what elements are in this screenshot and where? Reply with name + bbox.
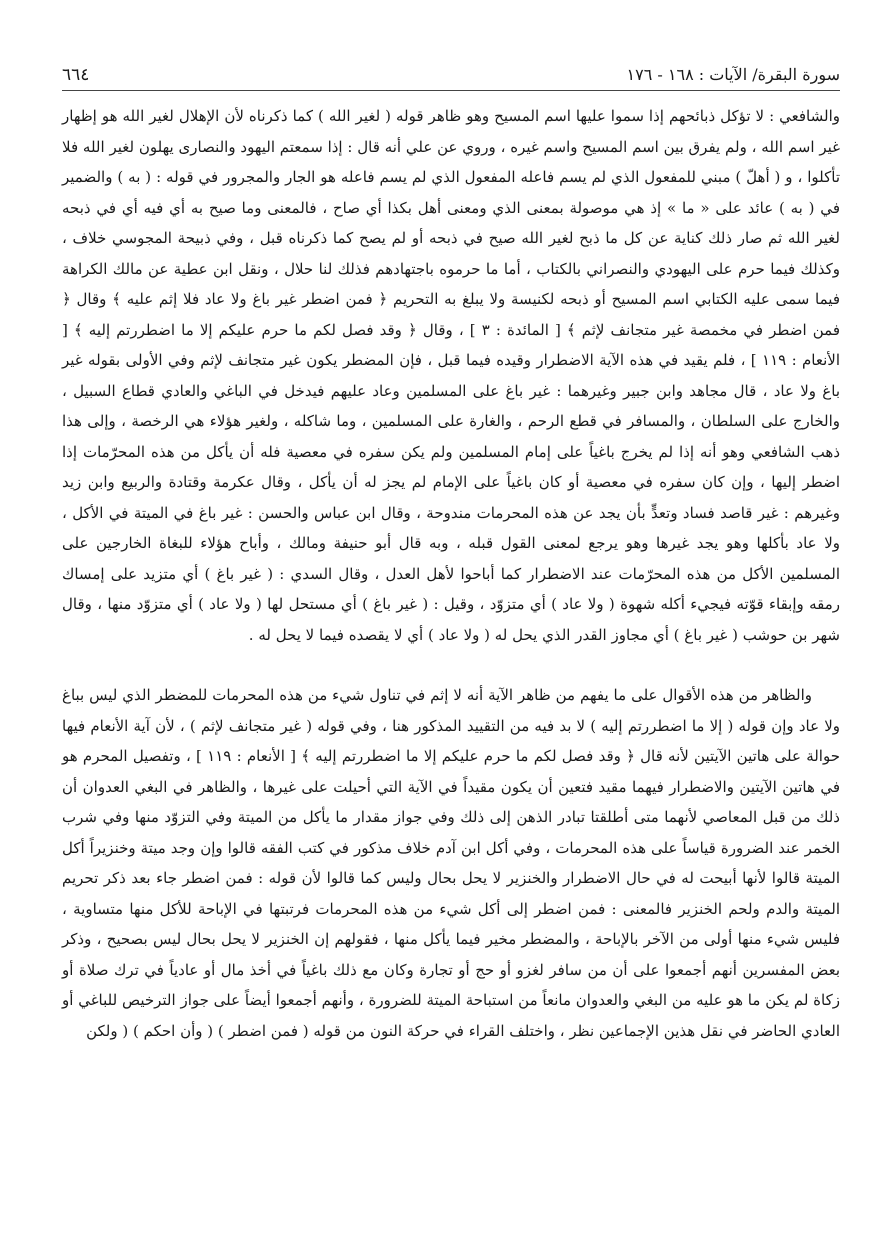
paragraph: والشافعي : لا تؤكل ذبائحهم إذا سموا عليها اسم المسيح وهو ظاهر قوله ( لغير الله ) كما ذكرناه لأن الإهلال لغير الله هو إظهار غير اسم الله ، ولم يفرق بين اسم المسيح واسم غيره ، وروي عن علي أنه قال : إذا سمعتم اليهود والنصارى يهلون لغير الله فلا تأكلوا ، و ( أهلّ ) مبني للمفعول الذي لم يسم فاعله المفعول الذي لم يسم فاعله هو الجار والمجرور في قوله : ( به ) والضمير في ( به ) عائد على « ما » إذ هي موصولة بمعنى الذي ومعنى أهل بكذا أي صاح ، فالمعنى وما صيح به أي فيه أي في ذبحه لغير الله ثم صار ذلك كناية عن كل ما ذبح لغير الله صيح في ذبحه أو لم يصح كما ذكرناه قبل ، وفي ذبيحة المجوسي خلاف ، وكذلك فيما حرم على اليهودي والنصراني بالكتاب ، أما ما حرموه باجتهادهم فذلك لنا حلال ، ونقل ابن عطية عن مالك الكراهة فيما سمى عليه الكتابي اسم المسيح أو ذبحه لكنيسة ولا يبلغ به التحريم ﴿ فمن اضطر غير باغ ولا عاد فلا إثم عليه ﴾ وقال ﴿ فمن اضطر في مخمصة غير متجانف لإثم ﴾ [ المائدة : ٣ ] ، وقال ﴿ وقد فصل لكم ما حرم عليكم إلا ما اضطررتم إليه ﴾ [ الأنعام : ١١٩ ] ، فلم يقيد في هذه الآية الاضطرار وقيده فيما قبل ، فإن المضطر يكون غير متجانف لإثم وفي الأولى بقوله غير باغ ولا عاد ، قال مجاهد وابن جبير وغيرهما : غير باغ على المسلمين وعاد عليهم فيدخل في الباغي والعادي قطاع السبيل ، والخارج على السلطان ، والمسافر في قطع الرحم ، والغارة على المسلمين ، وما شاكله ، ولغير هؤلاء هي الرخصة ، وإلى هذا ذهب الشافعي وهو أنه إذا لم يخرج باغياً على إمام المسلمين ولم يكن سفره في معصية فله أن يأكل من هذه المحرّمات إذا اضطر إليها ، وإن كان سفره في معصية أو كان باغياً على الإمام لم يجز له أن يأكل ، وقال عكرمة وقتادة والربيع وابن زيد وغيرهم : غير قاصد فساد وتعدٍّ بأن يجد عن هذه المحرمات مندوحة ، وقال ابن عباس والحسن : غير باغ في الميتة في الأكل ، ولا عاد بأكلها وهو يجد غيرها وهو يرجع لمعنى القول قبله ، وبه قال أبو حنيفة ومالك ، وأباح هؤلاء للبغاة الخارجين على المسلمين الأكل من هذه المحرّمات عند الاضطرار كما أباحوا لأهل العدل ، وقال السدي : ( غير باغ ) أي متزيد على إمساك رمقه وإبقاء قوّته فيجيء أكله شهوة ( ولا عاد ) أي متزوّد ، وقيل : ( غير باغ ) أي مستحل لها ( ولا عاد ) أي متزوّد منها ، وقال شهر بن حوشب ( غير باغ ) أي مجاوز القدر الذي يحل له ( ولا عاد ) أي لا يقصده فيما لا يحل له .	[62, 107, 841, 644]
running-title: سورة البقرة/ الآيات : ١٦٨ - ١٧٦	[626, 65, 840, 84]
page-number: ٦٦٤	[62, 65, 90, 85]
running-header	[62, 64, 840, 91]
paragraph: والظاهر من هذه الأقوال على ما يفهم من ظاهر الآية أنه لا إثم في تناول شيء من هذه المحرمات للمضطر الذي ليس بباغ ولا عاد وإن قوله ( إلا ما اضطررتم إليه ) لا بد فيه من التقييد المذكور هنا ، وفي قوله ( غير متجانف لإثم ) ، لأن آية الأنعام فيها حوالة على هاتين الآيتين لأنه قال ﴿ وقد فصل لكم ما حرم عليكم إلا ما اضطررتم إليه ﴾ [ الأنعام : ١١٩ ] ، وتفصيل المحرم هو في هاتين الآيتين والاضطرار فيهما مقيد فتعين أن يكون مقيداً في الآية التي أحيلت على غيرها ، والظاهر في البغي العدوان أن ذلك من قبل المعاصي لأنهما متى أطلقتا تبادر الذهن إلى ذلك وفي جواز مقدار ما يأكل من الميتة وفي التزوّد منها وفي شرب الخمر عند الضرورة قياساً على هذه المحرمات ، وفي أكل ابن آدم خلاف مذكور في كتب الفقه قالوا وإن وجد ميتة وخنزيراً أكل الميتة قالوا لأنها أبيحت له في حال الاضطرار والخنزير لا يحل بحال وليس كما قالوا لأن قوله : فمن اضطر جاء بعد ذكر تحريم الميتة والدم ولحم الخنزير فالمعنى : فمن اضطر إلى أكل شيء من هذه المحرمات فرتبتها في الإباحة للأكل منها متساوية ، فليس شيء منها أولى من الآخر بالإباحة ، والمضطر مخير فيما يأكل منها ، فقولهم إن الخنزير لا يحل بحال ليس بصحيح ، وذكر بعض المفسرين أنهم أجمعوا على أن من سافر لغزو أو حج أو تجارة وكان مع ذلك باغياً في أخذ مال أو عادياً في ترك صلاة أو زكاة لم يكن ما هو عليه من البغي والعدوان مانعاً من استباحة الميتة للضرورة ، وأنهم أجمعوا أيضاً على جواز الترخيص للباغي أو العادي الحاضر في نقل هذين الإجماعين نظر ، واختلف القراء في حركة النون من قوله ( فمن اضطر ) ( وأن احكم ) ( ولكن	[62, 686, 841, 1040]
book-page	[62, 64, 840, 1046]
